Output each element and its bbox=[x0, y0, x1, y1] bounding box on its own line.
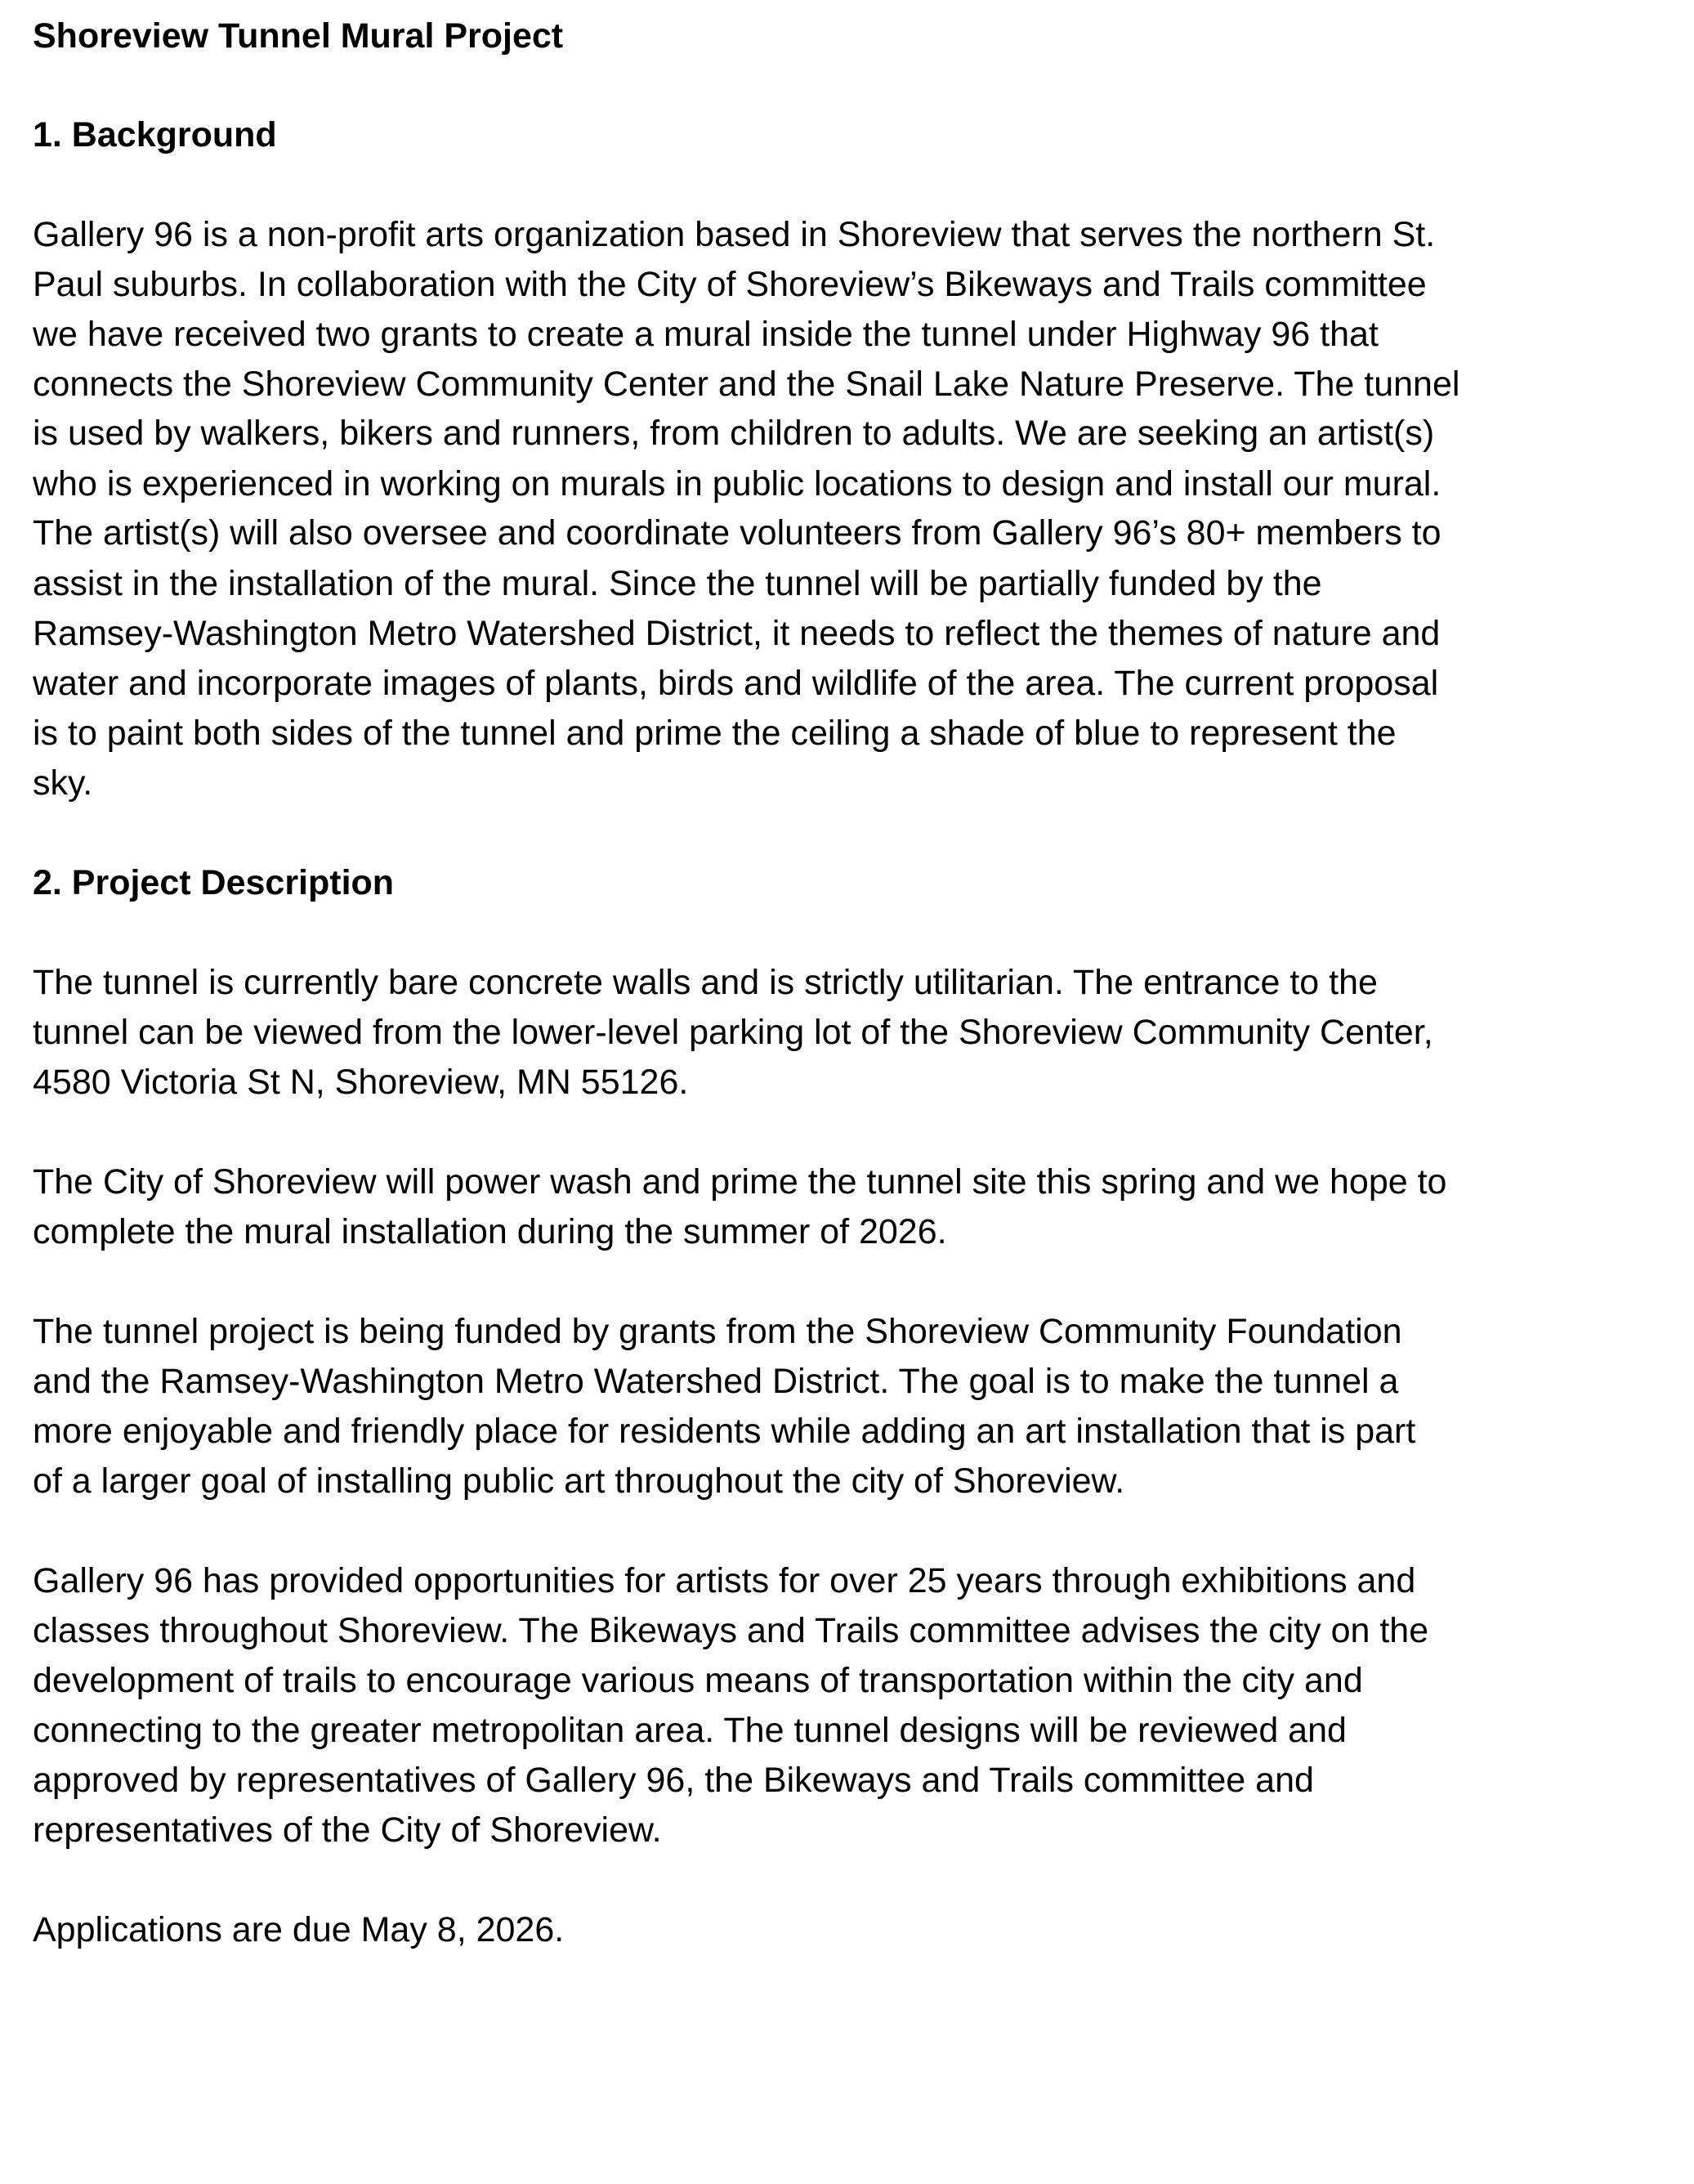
text-line: The tunnel is currently bare concrete walls and is strictly utilitarian. The entrance to the bbox=[33, 963, 1378, 1002]
text-line: is used by walkers, bikers and runners, from children to adults. We are seeking an artist(s) bbox=[33, 414, 1435, 453]
text-line: connecting to the greater metropolitan area. The tunnel designs will be reviewed and bbox=[33, 1711, 1347, 1750]
section-heading-background: 1. Background bbox=[33, 115, 277, 154]
text-line: we have received two grants to create a mural inside the tunnel under Highway 96 that bbox=[33, 315, 1379, 354]
document-title: Shoreview Tunnel Mural Project bbox=[33, 16, 564, 56]
text-line: Paul suburbs. In collaboration with the City of Shoreview’s Bikeways and Trails committee bbox=[33, 265, 1427, 304]
text-line: assist in the installation of the mural. Since the tunnel will be partially funded by the bbox=[33, 564, 1322, 603]
text-line: Ramsey-Washington Metro Watershed District, it needs to reflect the themes of nature and bbox=[33, 614, 1441, 653]
text-line: sky. bbox=[33, 763, 93, 803]
text-line: Gallery 96 is a non-profit arts organization based in Shoreview that serves the northern St. bbox=[33, 215, 1436, 254]
text-line: tunnel can be viewed from the lower-level parking lot of the Shoreview Community Center, bbox=[33, 1013, 1433, 1052]
text-line: complete the mural installation during the summer of 2026. bbox=[33, 1212, 947, 1251]
text-line: 4580 Victoria St N, Shoreview, MN 55126. bbox=[33, 1063, 689, 1102]
text-line: water and incorporate images of plants, birds and wildlife of the area. The current proposal bbox=[33, 664, 1439, 703]
text-line: Gallery 96 has provided opportunities for artists for over 25 years through exhibitions and bbox=[33, 1561, 1416, 1600]
text-line: of a larger goal of installing public art throughout the city of Shoreview. bbox=[33, 1461, 1125, 1501]
text-line: connects the Shoreview Community Center and the Snail Lake Nature Preserve. The tunnel bbox=[33, 365, 1460, 404]
text-line: and the Ramsey-Washington Metro Watershed District. The goal is to make the tunnel a bbox=[33, 1362, 1399, 1401]
text-line: is to paint both sides of the tunnel and prime the ceiling a shade of blue to represent the bbox=[33, 714, 1397, 753]
text-line: representatives of the City of Shoreview. bbox=[33, 1810, 662, 1850]
text-line: development of trails to encourage various means of transportation within the city and bbox=[33, 1661, 1363, 1700]
text-line: The City of Shoreview will power wash and prime the tunnel site this spring and we hope to bbox=[33, 1162, 1447, 1202]
section-heading-project-description: 2. Project Description bbox=[33, 863, 395, 902]
text-line: The artist(s) will also oversee and coordinate volunteers from Gallery 96’s 80+ members to bbox=[33, 513, 1441, 553]
application-deadline: Applications are due May 8, 2026. bbox=[33, 1910, 565, 1949]
text-line: who is experienced in working on murals in public locations to design and install our mural. bbox=[33, 464, 1441, 503]
text-line: approved by representatives of Gallery 96, the Bikeways and Trails committee and bbox=[33, 1761, 1314, 1800]
text-line: more enjoyable and friendly place for residents while adding an art installation that is part bbox=[33, 1412, 1416, 1451]
text-line: classes throughout Shoreview. The Bikeways and Trails committee advises the city on the bbox=[33, 1611, 1429, 1650]
text-line: The tunnel project is being funded by grants from the Shoreview Community Foundation bbox=[33, 1312, 1402, 1351]
